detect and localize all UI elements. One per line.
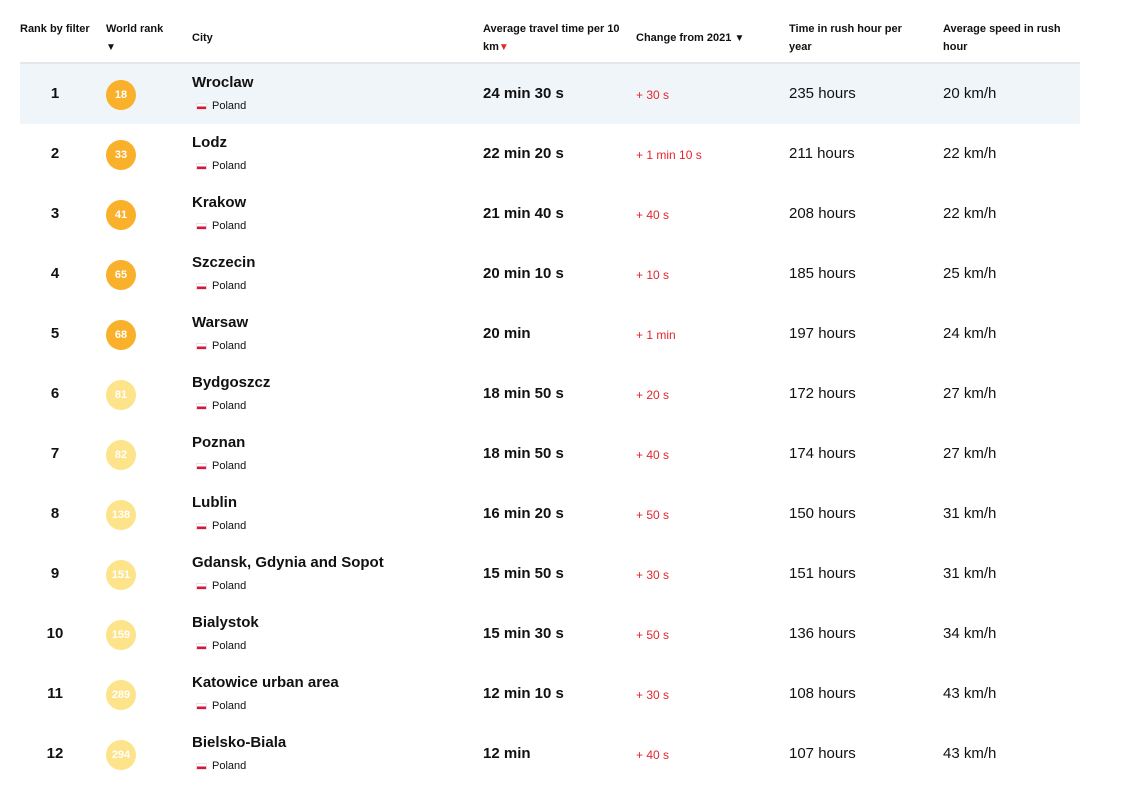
world-rank-badge: 65 (106, 260, 136, 290)
change-from-2021: + 40 s (636, 208, 670, 222)
city-name[interactable]: Krakow (192, 194, 247, 211)
city-name[interactable]: Szczecin (192, 254, 256, 271)
rank-number: 4 (50, 265, 60, 282)
avg-speed: 31 km/h (943, 505, 997, 522)
world-rank-badge: 151 (106, 560, 136, 590)
rush-hour-time: 150 hours (789, 505, 856, 522)
country (196, 339, 246, 353)
table-row[interactable] (20, 304, 1080, 364)
change-from-2021: + 20 s (636, 388, 670, 402)
avg-travel-time: 21 min 40 s (483, 205, 564, 222)
poland-flag-icon (196, 403, 207, 410)
table-row[interactable] (20, 484, 1080, 544)
rank-number: 8 (50, 505, 60, 522)
rush-hour-time: 174 hours (789, 445, 856, 462)
city-name[interactable]: Wroclaw (192, 74, 254, 91)
table-row[interactable] (20, 184, 1080, 244)
city-name[interactable]: Warsaw (192, 314, 249, 331)
avg-speed: 43 km/h (943, 745, 997, 762)
city-name[interactable]: Bydgoszcz (192, 374, 271, 391)
country (196, 279, 246, 293)
rank-number: 9 (50, 565, 60, 582)
world-rank-badge: 138 (106, 500, 136, 530)
avg-travel-time: 12 min (483, 745, 531, 762)
change-from-2021: + 1 min 10 s (636, 148, 702, 162)
rush-hour-time: 185 hours (789, 265, 856, 282)
table-row[interactable] (20, 664, 1080, 724)
poland-flag-icon (196, 103, 207, 110)
avg-travel-time: 12 min 10 s (483, 685, 564, 702)
avg-travel-time: 24 min 30 s (483, 85, 564, 102)
poland-flag-icon (196, 463, 207, 470)
avg-speed: 22 km/h (943, 145, 997, 162)
rush-hour-time: 172 hours (789, 385, 856, 402)
header-city: City (192, 32, 213, 44)
rush-hour-time: 208 hours (789, 205, 856, 222)
header-avg-speed[interactable]: Average speed in rush hour (943, 23, 1061, 53)
avg-speed: 24 km/h (943, 325, 997, 342)
rush-hour-time: 211 hours (789, 145, 855, 162)
country-name: Poland (212, 100, 247, 112)
avg-speed: 27 km/h (943, 385, 997, 402)
country (196, 219, 246, 233)
traffic-ranking-table (20, 0, 1080, 784)
rush-hour-time: 197 hours (789, 325, 856, 342)
world-rank-badge: 81 (106, 380, 136, 410)
table-header (20, 0, 1080, 64)
country-name: Poland (212, 160, 247, 172)
sort-down-icon[interactable]: ▼ (498, 42, 509, 53)
avg-speed: 43 km/h (943, 685, 997, 702)
rank-number: 10 (46, 625, 64, 642)
city-name[interactable]: Bielsko-Biala (192, 734, 287, 751)
sort-down-icon[interactable]: ▼ (734, 33, 745, 44)
table-row[interactable] (20, 424, 1080, 484)
world-rank-badge: 159 (106, 620, 136, 650)
country-name: Poland (212, 640, 247, 652)
country (196, 519, 246, 533)
poland-flag-icon (196, 643, 207, 650)
change-from-2021: + 50 s (636, 508, 670, 522)
table-row[interactable] (20, 604, 1080, 664)
world-rank-badge: 289 (106, 680, 136, 710)
rank-number: 12 (46, 745, 64, 762)
rush-hour-time: 151 hours (789, 565, 856, 582)
rush-hour-time: 235 hours (789, 85, 856, 102)
world-rank-badge: 68 (106, 320, 136, 350)
header-change-from-2021[interactable]: Change from 2021 ▼ (636, 32, 745, 44)
change-from-2021: + 30 s (636, 88, 670, 102)
country (196, 579, 246, 593)
country-name: Poland (212, 280, 247, 292)
header-rush-hour-time[interactable]: Time in rush hour per year (789, 23, 902, 53)
change-from-2021: + 30 s (636, 568, 670, 582)
table-row[interactable] (20, 244, 1080, 304)
avg-speed: 20 km/h (943, 85, 997, 102)
country-name: Poland (212, 220, 247, 232)
poland-flag-icon (196, 703, 207, 710)
rush-hour-time: 136 hours (789, 625, 856, 642)
rank-number: 1 (50, 85, 60, 102)
country-name: Poland (212, 760, 247, 772)
header-avg-travel-time[interactable]: Average travel time per 10 km▼ (483, 23, 620, 53)
avg-travel-time: 20 min 10 s (483, 265, 564, 282)
rank-number: 5 (50, 325, 60, 342)
country (196, 399, 246, 413)
avg-travel-time: 22 min 20 s (483, 145, 564, 162)
avg-speed: 25 km/h (943, 265, 997, 282)
rush-hour-time: 107 hours (789, 745, 856, 762)
rank-number: 6 (50, 385, 60, 402)
poland-flag-icon (196, 283, 207, 290)
world-rank-badge: 33 (106, 140, 136, 170)
country (196, 759, 246, 773)
header-rank-by-filter[interactable]: Rank by filter (20, 23, 90, 35)
city-name[interactable]: Poznan (192, 434, 246, 451)
city-name[interactable]: Bialystok (192, 614, 259, 631)
rank-number: 2 (50, 145, 60, 162)
country-name: Poland (212, 400, 247, 412)
avg-travel-time: 18 min 50 s (483, 445, 564, 462)
header-world-rank[interactable]: World rank ▼ (106, 23, 164, 53)
world-rank-badge: 294 (106, 740, 136, 770)
table-row[interactable] (20, 724, 1080, 784)
poland-flag-icon (196, 523, 207, 530)
country-name: Poland (212, 460, 247, 472)
poland-flag-icon (196, 343, 207, 350)
country-name: Poland (212, 580, 247, 592)
avg-travel-time: 18 min 50 s (483, 385, 564, 402)
change-from-2021: + 40 s (636, 448, 670, 462)
table-row[interactable] (20, 64, 1080, 124)
change-from-2021: + 40 s (636, 748, 670, 762)
avg-speed: 31 km/h (943, 565, 997, 582)
world-rank-badge: 18 (106, 80, 136, 110)
poland-flag-icon (196, 223, 207, 230)
rank-number: 3 (50, 205, 60, 222)
world-rank-badge: 82 (106, 440, 136, 470)
change-from-2021: + 10 s (636, 268, 670, 282)
rank-number: 7 (50, 445, 60, 462)
avg-speed: 34 km/h (943, 625, 997, 642)
table-row[interactable] (20, 544, 1080, 604)
avg-travel-time: 15 min 50 s (483, 565, 564, 582)
city-name[interactable]: Gdansk, Gdynia and Sopot (192, 554, 384, 571)
change-from-2021: + 50 s (636, 628, 670, 642)
poland-flag-icon (196, 763, 207, 770)
city-name[interactable]: Katowice urban area (192, 674, 339, 691)
rank-number: 11 (47, 685, 63, 702)
change-from-2021: + 30 s (636, 688, 670, 702)
country-name: Poland (212, 340, 247, 352)
rush-hour-time: 108 hours (789, 685, 856, 702)
avg-speed: 22 km/h (943, 205, 997, 222)
table-row[interactable] (20, 364, 1080, 424)
country (196, 99, 246, 113)
change-from-2021: + 1 min (636, 328, 676, 342)
country-name: Poland (212, 520, 247, 532)
poland-flag-icon (196, 163, 207, 170)
country (196, 639, 246, 653)
country (196, 159, 246, 173)
city-name[interactable]: Lodz (192, 134, 227, 151)
city-name[interactable]: Lublin (192, 494, 237, 511)
table-body (20, 64, 1080, 784)
avg-speed: 27 km/h (943, 445, 997, 462)
country (196, 699, 246, 713)
country-name: Poland (212, 700, 247, 712)
sort-down-icon[interactable]: ▼ (106, 42, 116, 53)
table-row[interactable] (20, 124, 1080, 184)
world-rank-badge: 41 (106, 200, 136, 230)
avg-travel-time: 16 min 20 s (483, 505, 564, 522)
avg-travel-time: 15 min 30 s (483, 625, 564, 642)
avg-travel-time: 20 min (483, 325, 531, 342)
country (196, 459, 246, 473)
poland-flag-icon (196, 583, 207, 590)
